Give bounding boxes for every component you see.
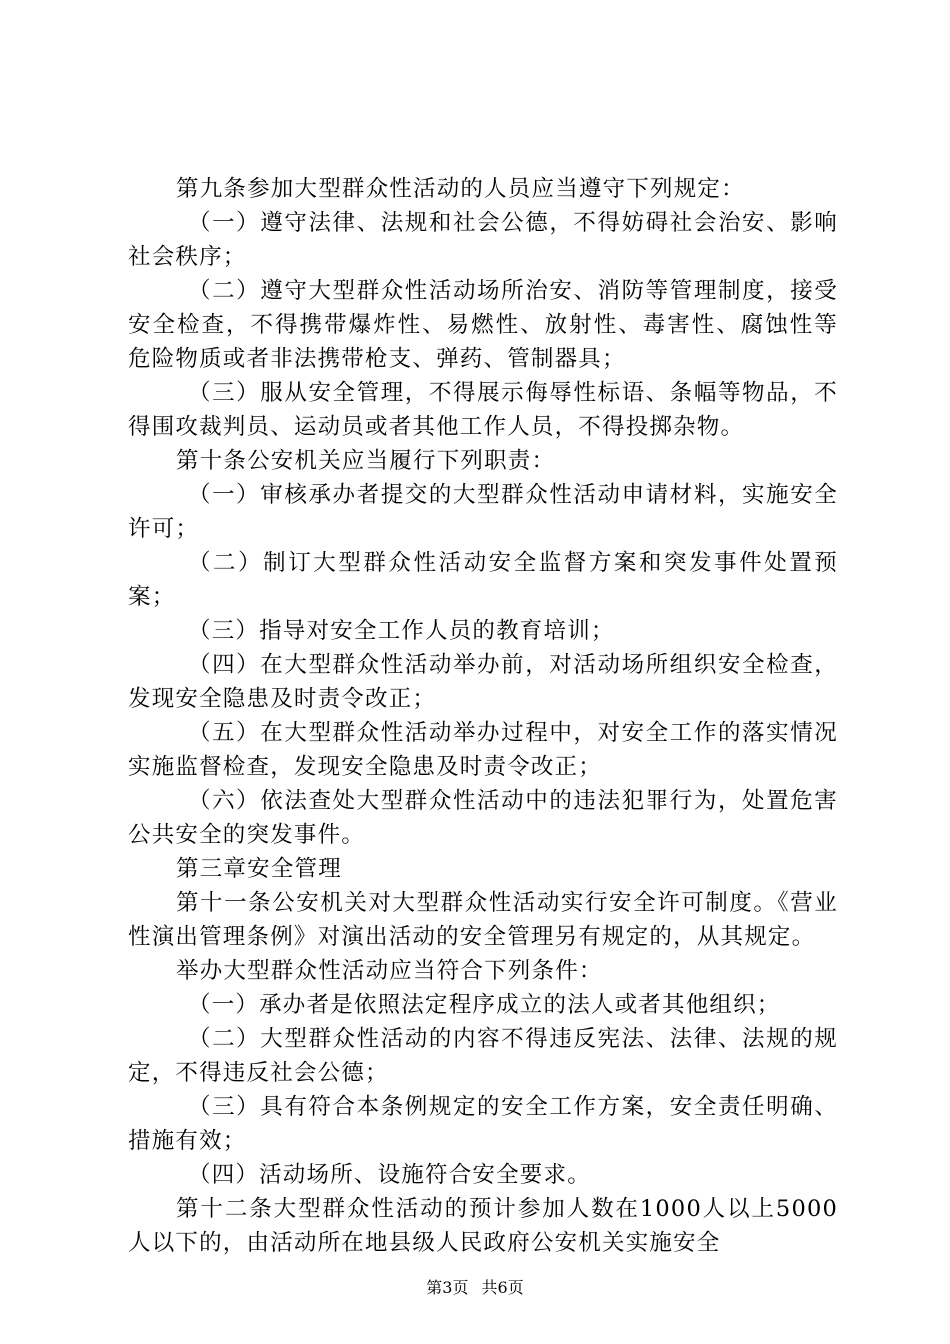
paragraph: （二）大型群众性活动的内容不得违反宪法、法律、法规的规定，不得违反社会公德； bbox=[128, 1026, 838, 1086]
paragraph: （三）指导对安全工作人员的教育培训； bbox=[188, 618, 615, 644]
paragraph: （二）遵守大型群众性活动场所治安、消防等管理制度，接受安全检查，不得携带爆炸性、易燃性、放射性、毒害性、腐蚀性等危险物质或者非法携带枪支、弹药、管制器具； bbox=[128, 278, 838, 372]
paragraph: 第十一条公安机关对大型群众性活动实行安全许可制度。《营业性演出管理条例》对演出活动的安全管理另有规定的，从其规定。 bbox=[128, 890, 838, 950]
document-body bbox=[128, 172, 838, 1260]
page-footer bbox=[0, 1275, 950, 1298]
paragraph: （五）在大型群众性活动举办过程中，对安全工作的落实情况实施监督检查，发现安全隐患及时责令改正； bbox=[128, 720, 838, 780]
paragraph: （四）在大型群众性活动举办前，对活动场所组织安全检查，发现安全隐患及时责令改正； bbox=[128, 652, 838, 712]
paragraph: （四）活动场所、设施符合安全要求。 bbox=[188, 1162, 591, 1188]
chapter-heading: 第三章安全管理 bbox=[176, 856, 342, 882]
paragraph: 第九条参加大型群众性活动的人员应当遵守下列规定： bbox=[176, 176, 745, 202]
paragraph: 第十二条大型群众性活动的预计参加人数在1000人以上5000人以下的，由活动所在地县级人民政府公安机关实施安全 bbox=[128, 1196, 838, 1256]
paragraph: 第十条公安机关应当履行下列职责： bbox=[176, 448, 556, 474]
paragraph: （一）审核承办者提交的大型群众性活动申请材料，实施安全许可； bbox=[128, 482, 838, 542]
page-total: 共6页 bbox=[481, 1278, 524, 1297]
paragraph: （一）遵守法律、法规和社会公德，不得妨碍社会治安、影响社会秩序； bbox=[128, 210, 838, 270]
paragraph: （三）具有符合本条例规定的安全工作方案，安全责任明确、措施有效； bbox=[128, 1094, 838, 1154]
page-number: 第3页 bbox=[426, 1278, 469, 1297]
paragraph: （三）服从安全管理，不得展示侮辱性标语、条幅等物品，不得围攻裁判员、运动员或者其他工作人员，不得投掷杂物。 bbox=[128, 380, 838, 440]
paragraph: （一）承办者是依照法定程序成立的法人或者其他组织； bbox=[188, 992, 781, 1018]
paragraph: （六）依法查处大型群众性活动中的违法犯罪行为，处置危害公共安全的突发事件。 bbox=[128, 788, 838, 848]
paragraph: 举办大型群众性活动应当符合下列条件： bbox=[176, 958, 603, 984]
paragraph: （二）制订大型群众性活动安全监督方案和突发事件处置预案； bbox=[128, 550, 838, 610]
